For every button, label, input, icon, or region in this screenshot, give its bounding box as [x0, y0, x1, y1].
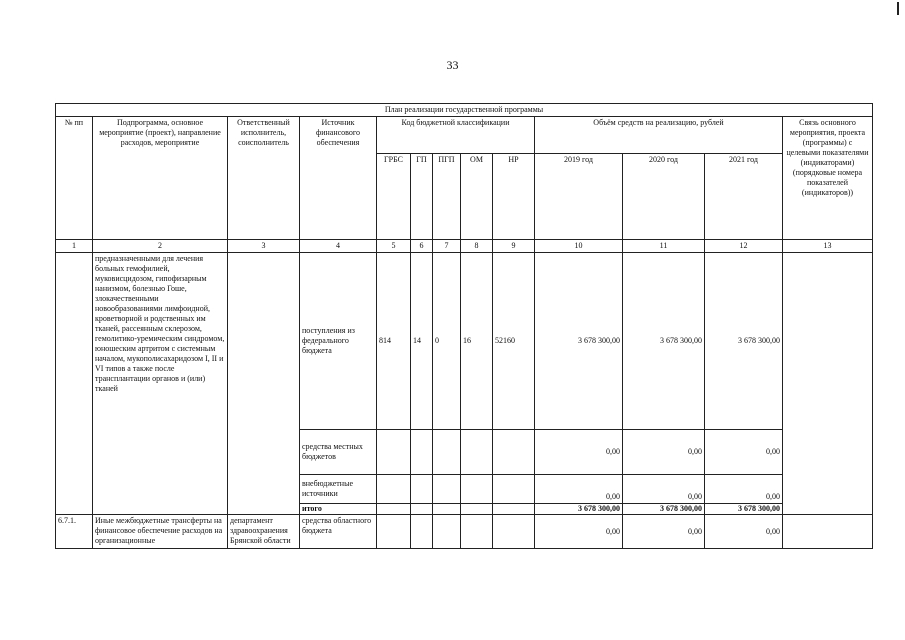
- header-volume: Объём средств на реализацию, рублей: [535, 117, 783, 154]
- source-cell: средства местных бюджетов: [300, 430, 377, 475]
- amount-2019: 3 678 300,00: [535, 504, 623, 515]
- amount-2021: 3 678 300,00: [705, 253, 783, 430]
- header-2020: 2020 год: [623, 154, 705, 240]
- row-number-cell: 6.7.1.: [56, 515, 93, 549]
- column-number: 12: [705, 240, 783, 253]
- column-number: 13: [783, 240, 873, 253]
- header-no: № пп: [56, 117, 93, 240]
- column-number: 6: [411, 240, 433, 253]
- column-number: 4: [300, 240, 377, 253]
- executor-cell: [228, 253, 300, 515]
- amount-2020: 0,00: [623, 430, 705, 475]
- header-pgp: ПГП: [433, 154, 461, 240]
- column-number: 8: [461, 240, 493, 253]
- gp-cell: 14: [411, 253, 433, 430]
- amount-2019: 0,00: [535, 475, 623, 504]
- source-cell: поступления из федерального бюджета: [300, 253, 377, 430]
- amount-2019: 3 678 300,00: [535, 253, 623, 430]
- amount-2021: 0,00: [705, 515, 783, 549]
- amount-2019: 0,00: [535, 515, 623, 549]
- amount-2020: 3 678 300,00: [623, 253, 705, 430]
- column-number: 2: [93, 240, 228, 253]
- activity-description: Иные межбюджетные трансферты на финансовое обеспечение расходов на организационные: [93, 515, 228, 549]
- link-cell: [783, 253, 873, 515]
- source-cell: итого: [300, 504, 377, 515]
- source-cell: средства областного бюджета: [300, 515, 377, 549]
- column-number: 10: [535, 240, 623, 253]
- header-executor: Ответственный исполнитель, соисполнитель: [228, 117, 300, 240]
- row-number-cell: [56, 253, 93, 515]
- amount-2020: 0,00: [623, 475, 705, 504]
- column-number: 5: [377, 240, 411, 253]
- amount-2021: 0,00: [705, 475, 783, 504]
- source-cell: внебюджетные источники: [300, 475, 377, 504]
- header-grbs: ГРБС: [377, 154, 411, 240]
- table-row: [56, 253, 873, 430]
- amount-2021: 3 678 300,00: [705, 504, 783, 515]
- header-source: Источник финансового обеспечения: [300, 117, 377, 240]
- header-subprogram: Подпрограмма, основное мероприятие (проект), направление расходов, мероприятие: [93, 117, 228, 240]
- amount-2020: 0,00: [623, 515, 705, 549]
- pgp-cell: 0: [433, 253, 461, 430]
- executor-cell: департамент здравоохранения Брянской области: [228, 515, 300, 549]
- header-2019: 2019 год: [535, 154, 623, 240]
- nr-cell: 52160: [493, 253, 535, 430]
- header-budget-code: Код бюджетной классификации: [377, 117, 535, 154]
- page-number: 33: [446, 58, 459, 72]
- header-link: Связь основного мероприятия, проекта (программы) с целевыми показателями (индикаторами) (порядковые номера показателей (индикаторов)): [783, 117, 873, 240]
- header-nr: НР: [493, 154, 535, 240]
- column-number: 9: [493, 240, 535, 253]
- scan-edge-mark: [897, 2, 899, 15]
- column-number-row: [56, 240, 873, 253]
- grbs-cell: 814: [377, 253, 411, 430]
- table-row: [56, 515, 873, 549]
- table-caption: План реализации государственной программы: [56, 104, 873, 117]
- header-2021: 2021 год: [705, 154, 783, 240]
- amount-2020: 3 678 300,00: [623, 504, 705, 515]
- amount-2021: 0,00: [705, 430, 783, 475]
- header-om: ОМ: [461, 154, 493, 240]
- column-number: 1: [56, 240, 93, 253]
- header-gp: ГП: [411, 154, 433, 240]
- column-number: 11: [623, 240, 705, 253]
- column-number: 7: [433, 240, 461, 253]
- activity-description: предназначенными для лечения больных гемофилией, муковисцидозом, гипофизарным нанизмом, болезнью Гоше, злокачественными новообразованиями лимфоидной, кроветворной и родственных им тканей, рассеянным склерозом, гемолитико-уремическим синдромом, юношеским артритом с системным началом, мукополисахаридозом I, II и VI типов а также после трансплантации органов и (или) тканей: [93, 253, 228, 515]
- amount-2019: 0,00: [535, 430, 623, 475]
- link-cell: [783, 515, 873, 549]
- plan-table: [55, 103, 873, 549]
- column-number: 3: [228, 240, 300, 253]
- om-cell: 16: [461, 253, 493, 430]
